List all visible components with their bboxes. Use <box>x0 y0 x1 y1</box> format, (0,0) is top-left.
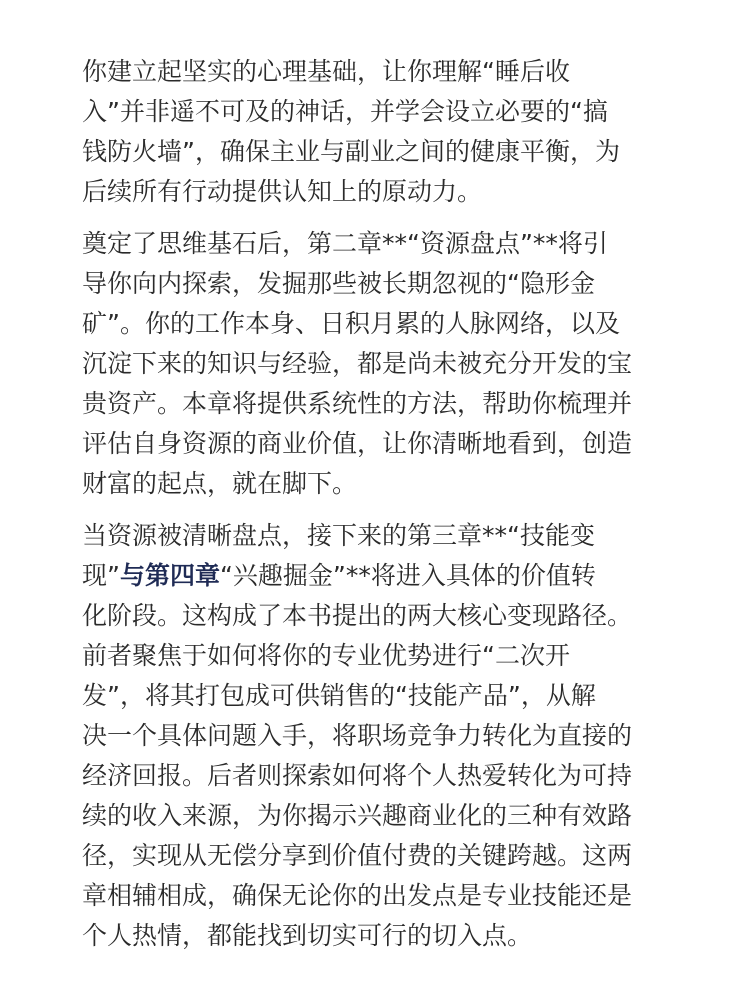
text-line: 后续所有行动提供认知上的原动力。 <box>82 177 483 206</box>
text-line: 续的收入来源，为你揭示兴趣商业化的三种有效路 <box>82 801 633 830</box>
text-line: 导你向内探索，发掘那些被长期忽视的“隐形金 <box>82 269 595 298</box>
text-line: 沉淀下来的知识与经验，都是尚未被充分开发的宝 <box>82 349 633 378</box>
text-line: 评估自身资源的商业价值，让你清晰地看到，创造 <box>82 429 633 458</box>
text-line: 矿”。你的工作本身、日积月累的人脉网络，以及 <box>82 309 620 338</box>
text-line: 经济回报。后者则探索如何将个人热爱转化为可持 <box>82 761 633 790</box>
paragraph <box>82 52 680 212</box>
text-line <box>82 556 680 596</box>
paragraph <box>82 224 680 504</box>
text-line: 奠定了思维基石后，第二章**“资源盘点”**将引 <box>82 229 608 258</box>
text-line: 章相辅相成，确保无论你的出发点是专业技能还是 <box>82 881 633 910</box>
text-line: 径，实现从无偿分享到价值付费的关键跨越。这两 <box>82 841 633 870</box>
text-line: 钱防火墙”，确保主业与副业之间的健康平衡，为 <box>82 137 620 166</box>
text-line: 决一个具体问题入手，将职场竞争力转化为直接的 <box>82 721 633 750</box>
text-line: 发”，将其打包成可供销售的“技能产品”，从解 <box>82 681 596 710</box>
text-segment: “兴趣掘金”**将进入具体的价值转 <box>219 561 596 590</box>
paragraph <box>82 516 680 956</box>
text-line: 当资源被清晰盘点，接下来的第三章**“技能变 <box>82 521 595 550</box>
text-line: 前者聚焦于如何将你的专业优势进行“二次开 <box>82 641 570 670</box>
text-line: 你建立起坚实的心理基础，让你理解“睡后收 <box>82 57 570 86</box>
text-segment: 现” <box>82 561 120 590</box>
text-line: 个人热情，都能找到切实可行的切入点。 <box>82 921 533 950</box>
bold-text: 与第四章 <box>119 561 220 590</box>
text-line: 化阶段。这构成了本书提出的两大核心变现路径。 <box>82 601 633 630</box>
text-line: 财富的起点，就在脚下。 <box>82 469 358 498</box>
text-line: 贵资产。本章将提供系统性的方法，帮助你梳理并 <box>82 389 633 418</box>
text-line: 入”并非遥不可及的神话，并学会设立必要的“搞 <box>82 97 608 126</box>
